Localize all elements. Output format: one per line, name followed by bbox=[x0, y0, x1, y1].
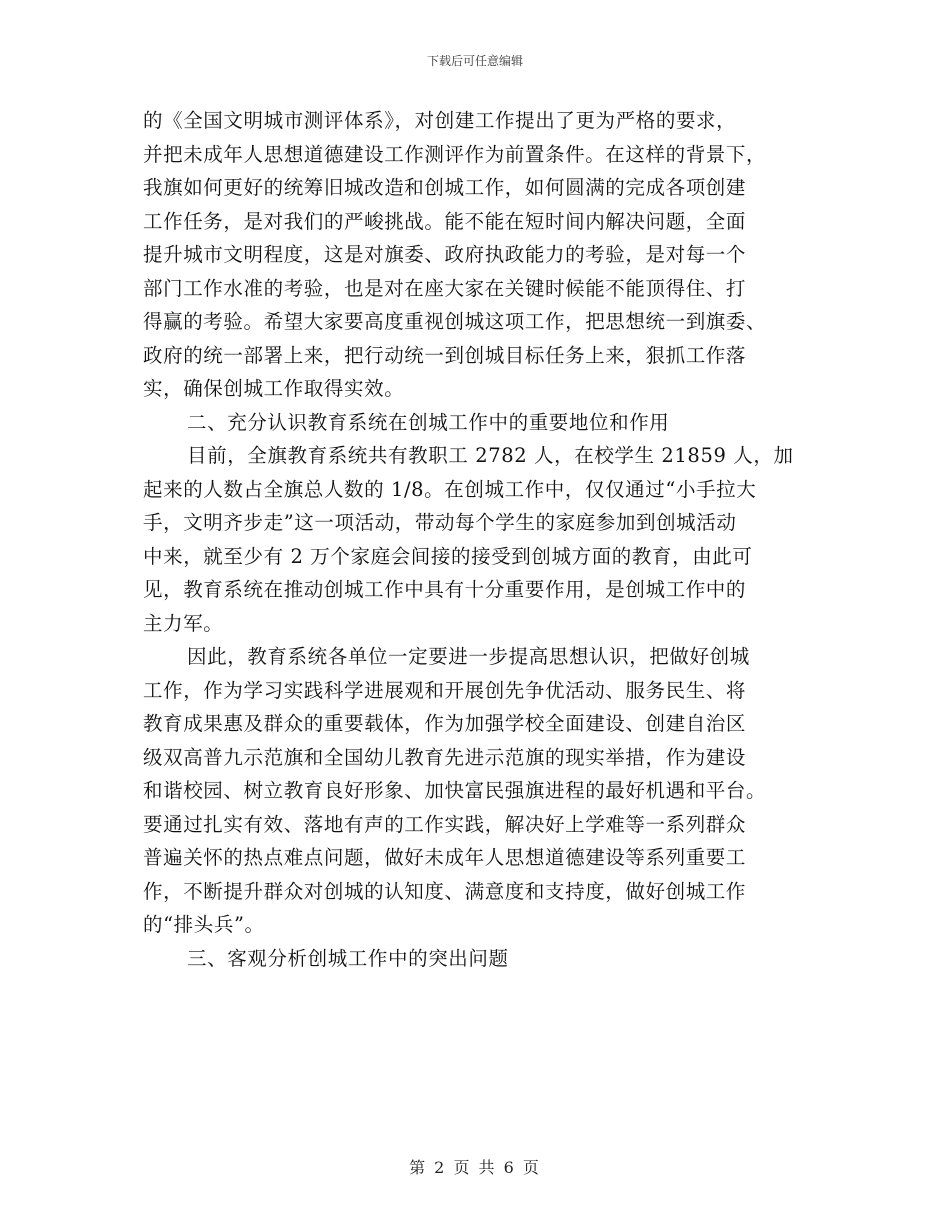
text-line: 工作任务，是对我们的严峻挑战。能不能在短时间内解决问题，全面 bbox=[143, 209, 747, 233]
document-body bbox=[143, 104, 813, 975]
text-line: 并把未成年人思想道德建设工作测评作为前置条件。在这样的背景下， bbox=[143, 142, 767, 166]
text-line: 作，不断提升群众对创城的认知度、满意度和支持度，做好创城工作 bbox=[143, 879, 747, 903]
text-line: 的“排头兵”。 bbox=[143, 913, 265, 936]
text-line: 目前，全旗教育系统共有教职工 2782 人，在校学生 21859 人，加 bbox=[187, 444, 794, 467]
page-number-footer: 第 2 页 共 6 页 bbox=[409, 1158, 541, 1177]
text-line: 得赢的考验。希望大家要高度重视创城这项工作，把思想统一到旗委、 bbox=[143, 310, 767, 333]
text-line: 见，教育系统在推动创城工作中具有十分重要作用，是创城工作中的 bbox=[143, 578, 747, 601]
text-line: 我旗如何更好的统筹旧城改造和创城工作，如何圆满的完成各项创建 bbox=[143, 176, 747, 199]
page-header-note: 下载后可任意编辑 bbox=[426, 54, 523, 68]
text-line: 中来，就至少有 2 万个家庭会间接的接受到创城方面的教育，由此可 bbox=[143, 544, 753, 568]
text-line: 要通过扎实有效、落地有声的工作实践，解决好上学难等一系列群众 bbox=[143, 812, 747, 836]
text-line: 手，文明齐步走”这一项活动，带动每个学生的家庭参加到创城活动 bbox=[143, 511, 737, 534]
text-line: 和谐校园、树立教育良好形象、加快富民强旗进程的最好机遇和平台。 bbox=[143, 779, 767, 802]
text-line: 起来的人数占全旗总人数的 1/8。在创城工作中，仅仅通过“小手拉大 bbox=[143, 477, 757, 501]
text-line: 教育成果惠及群众的重要载体，作为加强学校全面建设、创建自治区 bbox=[143, 712, 747, 735]
text-line: 提升城市文明程度，这是对旗委、政府执政能力的考验，是对每一个 bbox=[143, 243, 747, 266]
text-line: 实，确保创城工作取得实效。 bbox=[143, 377, 405, 400]
text-line: 二、充分认识教育系统在创城工作中的重要地位和作用 bbox=[187, 410, 670, 434]
text-line: 政府的统一部署上来，把行动统一到创城目标任务上来，狠抓工作落 bbox=[143, 343, 747, 367]
text-line: 的《全国文明城市测评体系》，对创建工作提出了更为严格的要求， bbox=[143, 109, 737, 132]
text-line: 三、客观分析创城工作中的突出问题 bbox=[187, 946, 509, 970]
text-line: 主力军。 bbox=[143, 611, 224, 635]
text-line: 普遍关怀的热点难点问题，做好未成年人思想道德建设等系列重要工 bbox=[143, 846, 747, 869]
text-line: 级双高普九示范旗和全国幼儿教育先进示范旗的现实举措，作为建设 bbox=[143, 745, 747, 769]
text-line: 工作，作为学习实践科学进展观和开展创先争优活动、服务民生、将 bbox=[143, 678, 747, 702]
text-line: 因此，教育系统各单位一定要进一步提高思想认识，把做好创城 bbox=[187, 645, 750, 668]
text-line: 部门工作水准的考验，也是对在座大家在关键时候能不能顶得住、打 bbox=[143, 276, 747, 300]
